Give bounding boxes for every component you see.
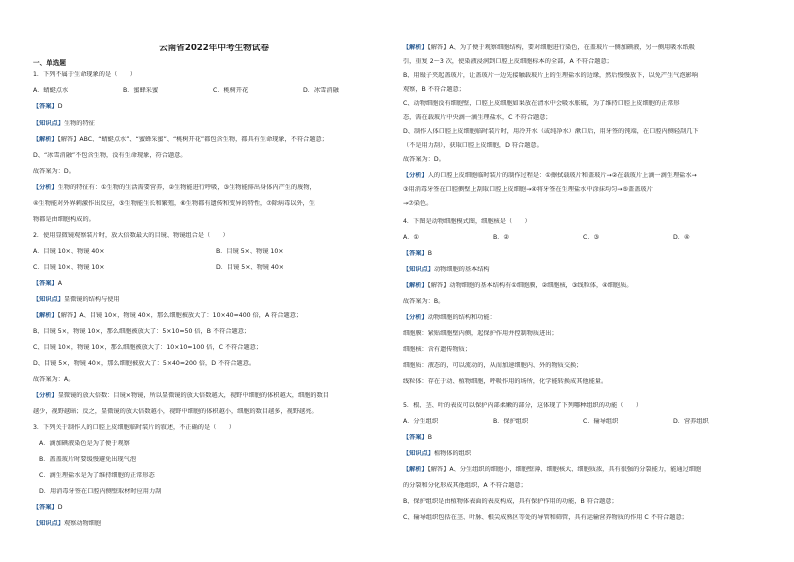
q1-analysis-line: 【分析】生物的特征有：①生物的生活需要营养，②生物能进行呼吸，③生物能排出身体内产生的废物， <box>33 184 316 191</box>
q2-options-row2 <box>33 264 395 272</box>
q4-analysis-line: 细胞质：液态的，可以流动的，从而加速细胞内、外的物质交换； <box>403 362 583 369</box>
q3-explanation-line: 态，需在载玻片中央滴一滴生理盐水，C 不符合题意； <box>403 114 552 121</box>
q3-option-c: C．滴生理盐水是为了维持细胞的正常形态 <box>39 472 155 479</box>
q5-option-c: C．输导组织 <box>583 418 619 425</box>
q2-explanation-line: 【解析】【解答】A、目镜 10×，物镜 40×，那么细胞被放大了：10×40=400 倍，A 符合题意； <box>33 312 303 319</box>
q1-analysis-line: 物都是由细胞构成的。 <box>33 216 95 223</box>
q2-option-c: C．目镜 10×、物镜 10× <box>33 264 105 271</box>
q4-options <box>403 234 765 242</box>
q4-knowledge-point: 【知识点】动物细胞的基本结构 <box>403 266 490 273</box>
q2-option-a: A．目镜 10×、物镜 40× <box>33 248 105 255</box>
q2-explanation-line: B、目镜 5×，物镜 10×，那么细胞被放大了：5×10=50 倍，B 不符合题意； <box>33 328 251 335</box>
q2-option-d: D．目镜 5×、物镜 40× <box>215 264 284 271</box>
q3-knowledge-point: 【知识点】观察动物细胞 <box>33 520 102 527</box>
section-heading: 一、单选题 <box>33 59 66 67</box>
page-title: 云南省2022年中考生物试卷 <box>159 44 269 52</box>
q1-option-a: A．蜻蜓点水 <box>33 87 69 94</box>
q4-stem: 4．下图是动物细胞模式图，细胞核是（ ） <box>403 218 531 225</box>
q4-explanation-line: 【解析】【解答】动物细胞的基本结构有①细胞膜，②细胞核，③线粒体，④细胞质。 <box>403 282 633 289</box>
q2-answer: 【答案】A <box>33 280 62 287</box>
q5-option-a: A．分生组织 <box>403 418 439 425</box>
q5-answer: 【答案】B <box>403 434 432 441</box>
q2-analysis-line: 越少，视野越暗；反之，显微镜的放大倍数越小，视野中细胞的体积越小，细胞的数目越多，视野越亮。 <box>33 408 318 415</box>
q3-answer: 【答案】D <box>33 504 63 511</box>
q3-option-a: A．滴加碘液染色是为了便于观察 <box>39 440 130 447</box>
q4-option-a: A．① <box>403 234 419 241</box>
q4-analysis-line: 细胞膜：紧贴细胞壁内侧，起保护作用并控制物质进出； <box>403 330 558 337</box>
q1-answer: 【答案】D <box>33 103 63 110</box>
q4-analysis-line: 线粒体：存在于动、植物细胞，呼吸作用的场所，化学能转换成其他能量。 <box>403 378 608 385</box>
q3-explanation-line: C、动物细胞没有细胞壁，口腔上皮细胞如果放在清水中会吸水胀破，为了维持口腔上皮细胞的正常形 <box>403 100 680 107</box>
q4-answer: 【答案】B <box>403 250 432 257</box>
q5-knowledge-point: 【知识点】植物体的组织 <box>403 450 472 457</box>
q2-knowledge-point: 【知识点】显微镜的结构与使用 <box>33 296 120 303</box>
q2-explanation-line: 故答案为：A。 <box>33 376 75 383</box>
q3-explanation-line: 观察，B 不符合题意； <box>403 86 465 93</box>
q5-options <box>403 418 765 426</box>
q3-explanation-line: 故答案为：D。 <box>403 156 445 163</box>
q1-explanation-line: 故答案为：D。 <box>33 168 75 175</box>
q4-option-d: D．④ <box>673 234 690 241</box>
q1-option-b: B．蜜蜂采蜜 <box>123 87 159 94</box>
q3-explanation-line: 引，重复 2～3 次，使染液浸润到口腔上皮细胞标本的全部，A 不符合题意； <box>403 58 613 65</box>
q1-explanation-line: D、“冰雪消融”不包含生物，没有生命现象，符合题意。 <box>33 152 187 159</box>
q4-analysis-line: 细胞核：含有遗传物质； <box>403 346 472 353</box>
q2-stem: 2．使用显微镜观察装片时，放大倍数最大的目镜、物镜组合是（ ） <box>33 232 229 239</box>
q1-knowledge-point: 【知识点】生物的特征 <box>33 120 95 127</box>
q5-stem: 5．根、茎、叶的表皮可以保护内部柔嫩的部分，这体现了下列哪种组织的功能（ ） <box>403 402 643 409</box>
q4-option-c: C．③ <box>583 234 600 241</box>
q2-options-row1 <box>33 248 395 256</box>
q1-option-d: D．冰雪消融 <box>303 87 339 94</box>
q2-analysis-line: 【分析】显微镜的放大倍数：目镜×物镜，所以显微镜的放大倍数越大，视野中细胞的体积越大，细胞的数目 <box>33 392 329 399</box>
q1-explanation-line: 【解析】【解答】ABC、“蜻蜓点水”、“蜜蜂采蜜”、“桃树开花”都包含生物，都具有生命现象，不符合题意； <box>33 136 328 143</box>
q3-explanation-line: D、制作人体口腔上皮细胞临时装片时，用冷开水（或纯净水）漱口后，用牙签的钝端，在口腔内侧轻刮几下 <box>403 128 699 135</box>
q4-option-b: B．② <box>493 234 509 241</box>
q3-explanation-line: 【解析】【解答】A、为了便于观察细胞结构，要对细胞进行染色，在盖玻片一侧加碘液，另一侧用吸水纸吸 <box>403 44 695 51</box>
q5-explanation-line: B、保护组织是由植物体表面的表皮构成，具有保护作用的功能，B 符合题意； <box>403 498 618 505</box>
q2-option-b: B．目镜 5×、物镜 10× <box>215 248 284 255</box>
q2-explanation-line: D、目镜 5×，物镜 40×，那么细胞被放大了：5×40=200 倍，D 不符合题意。 <box>33 360 256 367</box>
q1-analysis-line: ④生物能对外界刺激作出反应，⑤生物能生长和繁殖，⑥生物都有遗传和变异的特性，⑦除病毒以外，生 <box>33 200 316 207</box>
q5-explanation-line: 的分裂和分化形成其他组织，A 不符合题意； <box>403 482 527 489</box>
q4-explanation-line: 故答案为：B。 <box>403 298 445 305</box>
q5-option-d: D．营养组织 <box>673 418 709 425</box>
q3-option-b: B．盖盖玻片时要缓慢避免出现气泡 <box>39 456 137 463</box>
q3-explanation-line: （不是用力刮），获取口腔上皮细胞，D 符合题意。 <box>403 142 543 149</box>
q3-analysis-line: →⑦染色。 <box>403 200 433 207</box>
q1-option-c: C．桃树开花 <box>213 87 249 94</box>
q3-explanation-line: B、用镊子夹起盖玻片，让盖玻片一边先接触载玻片上的生理盐水的边缘，然后慢慢放下，以免产生气泡影响 <box>403 72 699 79</box>
q3-analysis-line: ③用消毒牙签在口腔侧壁上刮取口腔上皮细胞→④将牙签在生理盐水中涂抹均匀→⑤盖盖玻片 <box>403 186 653 193</box>
q3-analysis-line: 【分析】人的口腔上皮细胞临时装片的制作过程是：①擦拭载玻片和盖玻片→②在载玻片上滴一滴生理盐水→ <box>403 172 697 179</box>
q3-stem: 3．下列关于制作人的口腔上皮细胞临时装片的叙述，不正确的是（ ） <box>33 424 235 431</box>
q5-explanation-line: 【解析】【解答】A、分生组织的细胞小，细胞壁薄、细胞核大、细胞质浓，具有很强的分裂能力，能通过细胞 <box>403 466 702 473</box>
q5-explanation-line: C、输导组织包括在茎、叶脉、根尖成熟区等处的导管和筛管，具有运输营养物质的作用 C 不符合题意； <box>403 514 688 521</box>
q2-explanation-line: C、目镜 10×，物镜 10×，那么细胞被放大了：10×10=100 倍，C 不符合题意； <box>33 344 263 351</box>
q4-analysis-line: 【分析】动物细胞的结构和功能： <box>403 314 496 321</box>
q3-option-d: D．用消毒牙签在口腔内侧壁取材时应用力刮 <box>39 488 162 495</box>
q5-option-b: B．保护组织 <box>493 418 529 425</box>
q1-options <box>33 87 395 95</box>
q1-stem: 1．下列不属于生命现象的是（ ） <box>33 71 136 78</box>
